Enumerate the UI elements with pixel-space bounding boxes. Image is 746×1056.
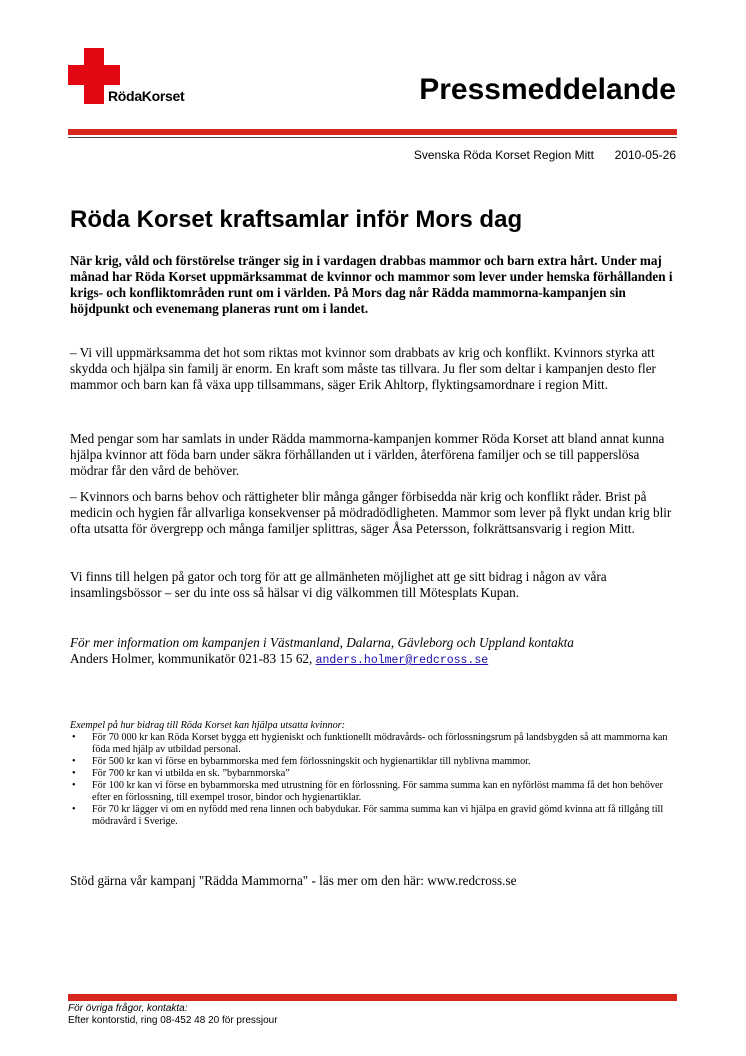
contact-intro: För mer information om kampanjen i Västmanland, Dalarna, Gävleborg och Uppland kontakta bbox=[70, 635, 574, 650]
examples-list bbox=[70, 732, 680, 828]
page-title: Röda Korset kraftsamlar inför Mors dag bbox=[70, 206, 523, 233]
body-paragraph-2: Med pengar som har samlats in under Rädda mammorna-kampanjen kommer Röda Korset att bland annat kunna hjälpa kvinnor att föda barn under säkra förhållanden ut i världen, återförena familjer och se till papperslösa mödrar får den vård de behöver. bbox=[70, 431, 665, 478]
examples-block bbox=[70, 720, 680, 828]
document-type-heading: Pressmeddelande bbox=[419, 73, 676, 106]
support-line: Stöd gärna vår kampanj "Rädda Mammorna" - läs mer om den här: www.redcross.se bbox=[70, 873, 517, 888]
header-divider bbox=[68, 137, 677, 138]
examples-heading: Exempel på hur bidrag till Röda Korset kan hjälpa utsatta kvinnor: bbox=[70, 720, 346, 731]
footer-line-2: Efter kontorstid, ring 08-452 48 20 för pressjour bbox=[68, 1014, 278, 1026]
footer-red-bar bbox=[68, 994, 677, 1001]
body-paragraph-4: Vi finns till helgen på gator och torg för att ge allmänheten möjlighet att ge sitt bidrag i någon av våra insamlingsbössor – ser du inte oss så hälsar vi dig välkommen till Mötesplats Kupan. bbox=[70, 569, 607, 600]
contact-person: Anders Holmer, kommunikatör 021-83 15 62, bbox=[70, 651, 313, 666]
press-meta bbox=[414, 148, 676, 162]
header-red-bar bbox=[68, 129, 677, 135]
list-item: • För 100 kr kan vi förse en bybarnmorska med utrustning för en förlossning. För samma summa kan en nyförlöst mamma få det hon behöver efter en förlossning, till exempel trosor, bindor och hygienartiklar. bbox=[70, 780, 680, 804]
list-item: • För 70 000 kr kan Röda Korset bygga ett hygieniskt och funktionellt mödravårds- och förlossningsrum på landsbygden så att mammorna kan föda med hjälp av utbildad personal. bbox=[70, 732, 680, 756]
list-item: • För 500 kr kan vi förse en bybarnmorska med fem förlossningskit och hygienartiklar till nyblivna mammor. bbox=[70, 756, 680, 768]
red-cross-logo bbox=[68, 48, 218, 110]
list-item: • För 700 kr kan vi utbilda en sk. ”bybarnmorska” bbox=[70, 768, 680, 780]
body-paragraph bbox=[70, 431, 680, 479]
footer-line-1: För övriga frågor, kontakta: bbox=[68, 1003, 188, 1014]
organization: Svenska Röda Korset Region Mitt bbox=[413, 148, 594, 162]
logo-text: RödaKorset bbox=[108, 88, 185, 104]
body-paragraph bbox=[70, 489, 680, 537]
contact-block bbox=[70, 635, 680, 669]
ingress-paragraph: När krig, våld och förstörelse tränger sig in i vardagen drabbas mammor och barn extra hårt. Under maj månad har Röda Korset uppmärksammat de kvinnor och mammor som lever under hemska förhållanden i krigs- och konfliktområden runt om i världen. På Mors dag når Rädda mammorna-kampanjen sin höjdpunkt och evenemang planeras runt om i landet. bbox=[70, 253, 673, 316]
release-date: 2010-05-26 bbox=[614, 148, 676, 162]
body-paragraph bbox=[70, 569, 680, 601]
contact-email-link[interactable]: anders.holmer@redcross.se bbox=[315, 654, 489, 667]
list-item: • För 70 kr lägger vi om en nyfödd med rena linnen och babydukar. För samma summa kan vi hjälpa en gravid gömd kvinna att få tillgång till mödravård i Sverige. bbox=[70, 804, 680, 828]
body-paragraph bbox=[70, 345, 680, 393]
body-paragraph-3: – Kvinnors och barns behov och rättigheter blir många gånger förbisedda när krig och konflikt råder. Brist på medicin och hygien får allvarliga konsekvenser på mödradödligheten. Mammor som lever på flykt undan krig blir ofta utsatta för övergrepp och många familjer splittras, säger Åsa Petersson, folkrättsansvarig i region Mitt. bbox=[70, 489, 672, 536]
footer bbox=[68, 1003, 678, 1026]
body-paragraph-1: – Vi vill uppmärksamma det hot som riktas mot kvinnor som drabbats av krig och konflikt. Kvinnors styrka att skydda och hjälpa sin familj är enorm. En kraft som måste tas tillvara. Ju fler som deltar i kampanjen desto fler mammor och barn kan få växa upp tillsammans, säger Erik Ahltorp, flyktingsamordnare i region Mitt. bbox=[70, 345, 656, 392]
